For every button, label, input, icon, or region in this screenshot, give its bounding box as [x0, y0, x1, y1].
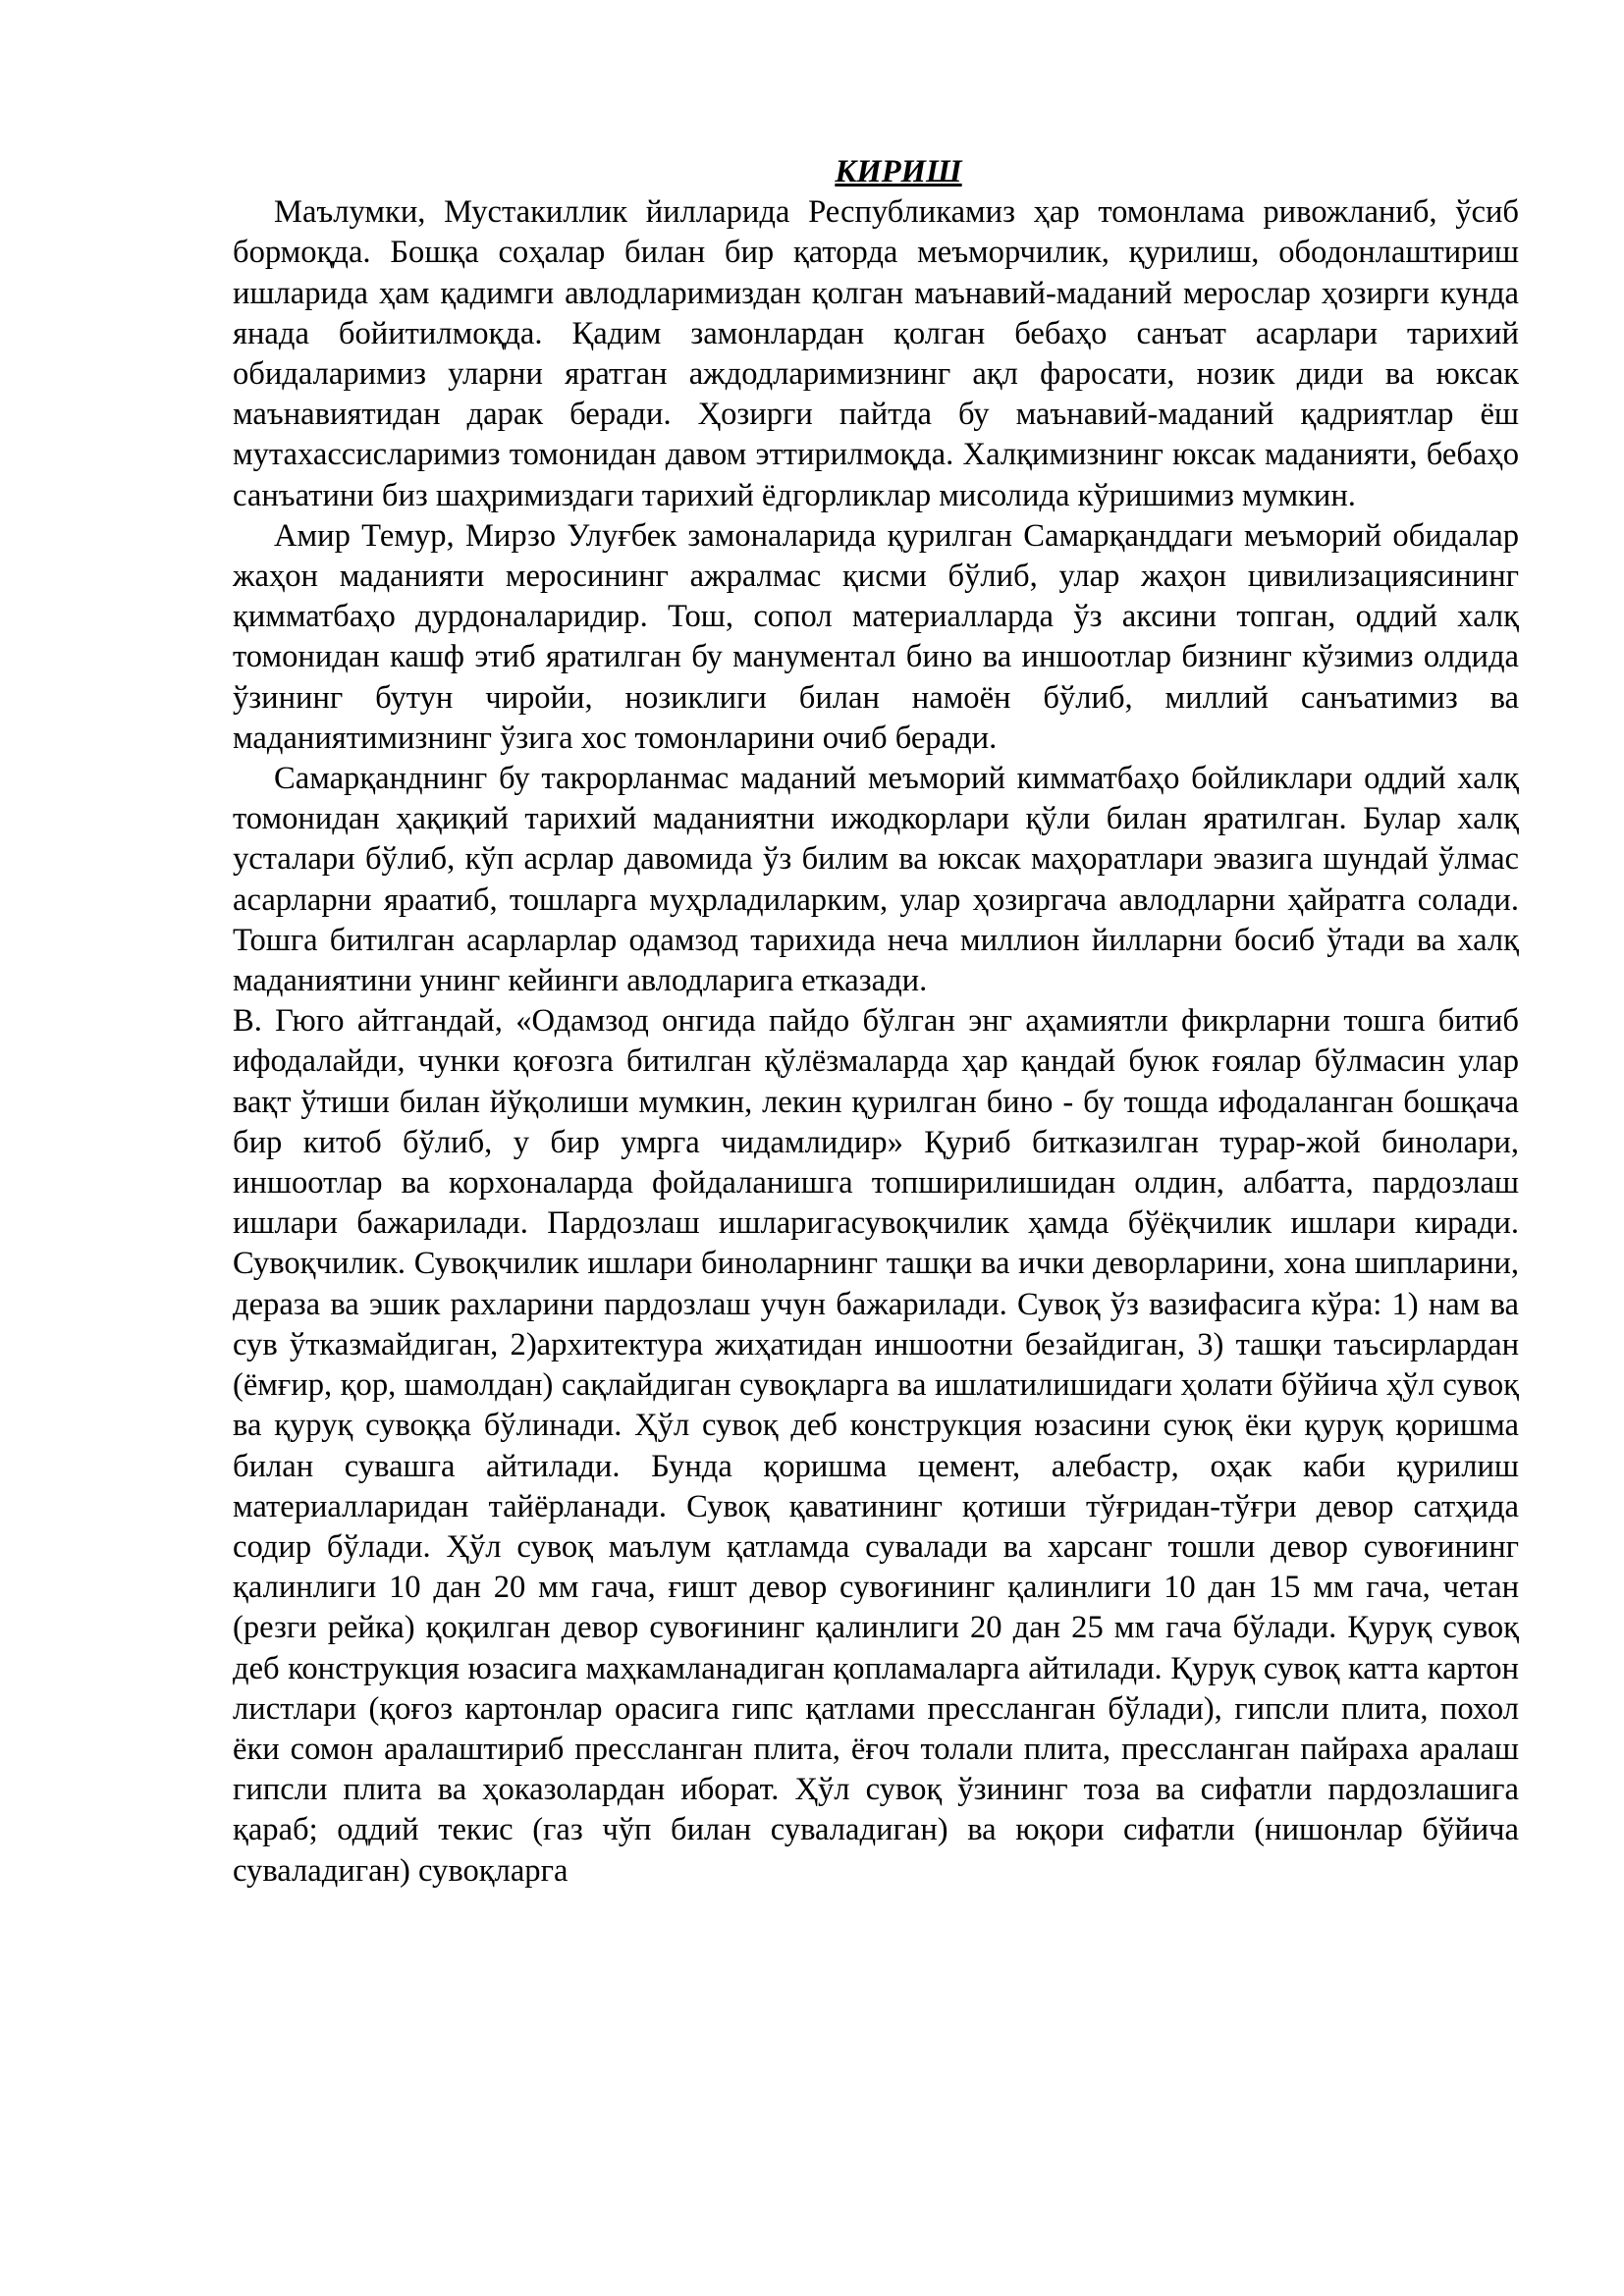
- document-page: [233, 152, 1519, 1892]
- document-title: КИРИШ: [835, 154, 962, 189]
- paragraph-samarkand-monuments: Амир Темур, Мирзо Улуғбек замоналарида қурилган Самарқанддаги меъморий обидалар жаҳон маданияти меросининг ажралмас қисми бўлиб, улар жаҳон цивилизациясининг қимматбаҳо дурдоналаридир. Тош, сопол материалларда ўз аксини топган, оддий халқ томонидан кашф этиб яратилган бу манументал бино ва иншоотлар бизнинг кўзимиз олдида ўзининг бутун чиройи, нозиклиги билан намоён бўлиб, миллий санъатимиз ва маданиятимизнинг ўзига хос томонларини очиб беради.: [233, 517, 1519, 756]
- paragraph-plastering-works: В. Гюго айтгандай, «Одамзод онгида пайдо бўлган энг аҳамиятли фикрларни тошга битиб ифодалайди, чунки қоғозга битилган қўлёзмаларда ҳар қандай буюк ғоялар бўлмасин улар вақт ўтиши билан йўқолиши мумкин, лекин қурилган бино - бу тошда ифодаланган бошқача бир китоб бўлиб, у бир умрга чидамлидир» Қуриб битказилган турар-жой бинолари, иншоотлар ва корхоналарда фойдаланишга топширилишидан олдин, албатта, пардозлаш ишлари бажарилади. Пардозлаш ишларигасувоқчилик ҳамда бўёқчилик ишлари киради. Сувоқчилик. Сувоқчилик ишлари биноларнинг ташқи ва ички деворларини, хона шипларини, дераза ва эшик рахларини пардозлаш учун бажарилади. Сувоқ ўз вазифасига кўра: 1) нам ва сув ўтказмайдиган, 2)архитектура жиҳатидан иншоотни безайдиган, 3) ташқи таъсирлардан (ёмғир, қор, шамолдан) сақлайдиган сувоқларга ва ишлатилишидаги ҳолати бўйича ҳўл сувоқ ва қуруқ сувоққа бўлинади. Ҳўл сувоқ деб конструкция юзасини суюқ ёки қуруқ қоришма билан сувашга айтилади. Бунда қоришма цемент, алебастр, оҳак каби қурилиш материалларидан тайёрланади. Сувоқ қаватининг қотиши тўғридан-тўғри девор сатҳида содир бўлади. Ҳўл сувоқ маълум қатламда сувалади ва харсанг тошли девор сувоғининг қалинлиги 10 дан 20 мм гача, ғишт девор сувоғининг қалинлиги 10 дан 15 мм гача, четан (резги рейка) қоқилган девор сувоғининг қалинлиги 20 дан 25 мм гача бўлади. Қуруқ сувоқ деб конструкция юзасига маҳкамланадиган қопламаларга айтилади. Қуруқ сувоқ катта картон листлари (қоғоз картонлар орасига гипс қатлами прессланган бўлади), гипсли плита, похол ёки сомон аралаштириб прессланган плита, ёғоч толали плита, прессланган пайраха аралаш гипсли плита ва ҳоказолардан иборат. Ҳўл сувоқ ўзининг тоза ва сифатли пардозлашига қараб; оддий текис (газ чўп билан суваладиган) ва юқори сифатли (нишонлар бўйича суваладиган) сувоқларга: [233, 1003, 1519, 1889]
- paragraph-folk-masters: Самарқанднинг бу такрорланмас маданий меъморий кимматбаҳо бойликлари оддий халқ томонидан ҳақиқий тарихий маданиятни ижодкорлари қўли билан яратилган. Булар халқ усталари бўлиб, кўп асрлар давомида ўз билим ва юксак маҳоратлари эвазига шундай ўлмас асарларни яраатиб, тошларга муҳрладиларким, улар ҳозиргача авлодларни ҳайратга солади. Тошга битилган асарларлар одамзод тарихида неча миллион йилларни босиб ўтади ва халқ маданиятини унинг кейинги авлодларига етказади.: [233, 761, 1519, 999]
- paragraph-introduction: Маълумки, Мустакиллик йилларида Республикамиз ҳар томонлама ривожланиб, ўсиб бормоқда. Бошқа соҳалар билан бир қаторда меъморчилик, қурилиш, ободонлаштириш ишларида ҳам қадимги авлодларимиздан қолган маънавий-маданий мерослар ҳозирги кунда янада бойитилмоқда. Қадим замонлардан қолган бебаҳо санъат асарлари тарихий обидаларимиз уларни яратган аждодларимизнинг ақл фаросати, нозик диди ва юксак маънавиятидан дарак беради. Ҳозирги пайтда бу маънавий-маданий қадриятлар ёш мутахассисларимиз томонидан давом эттирилмоқда. Халқимизнинг юксак маданияти, бебаҳо санъатини биз шаҳримиздаги тарихий ёдгорликлар мисолида кўришимиз мумкин.: [233, 194, 1519, 513]
